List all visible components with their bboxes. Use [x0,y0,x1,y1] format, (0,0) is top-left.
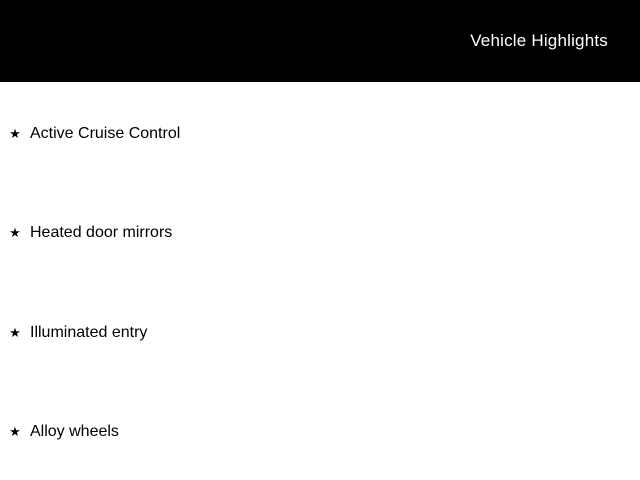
header-bar [0,0,640,82]
list-item-label: Alloy wheels [30,423,119,440]
list-item-label: Illuminated entry [30,324,148,341]
list-item [8,123,180,145]
page-title: Vehicle Highlights [470,31,608,50]
list-item [8,322,147,344]
star-icon: ★ [9,424,21,439]
star-icon: ★ [9,225,21,240]
list-item-label: Heated door mirrors [30,224,173,241]
list-item [8,222,172,244]
star-icon: ★ [9,325,21,340]
list-item-label: Active Cruise Control [30,125,181,142]
vehicle-highlights-list [0,82,640,480]
list-item [8,421,119,443]
star-icon: ★ [9,126,21,141]
